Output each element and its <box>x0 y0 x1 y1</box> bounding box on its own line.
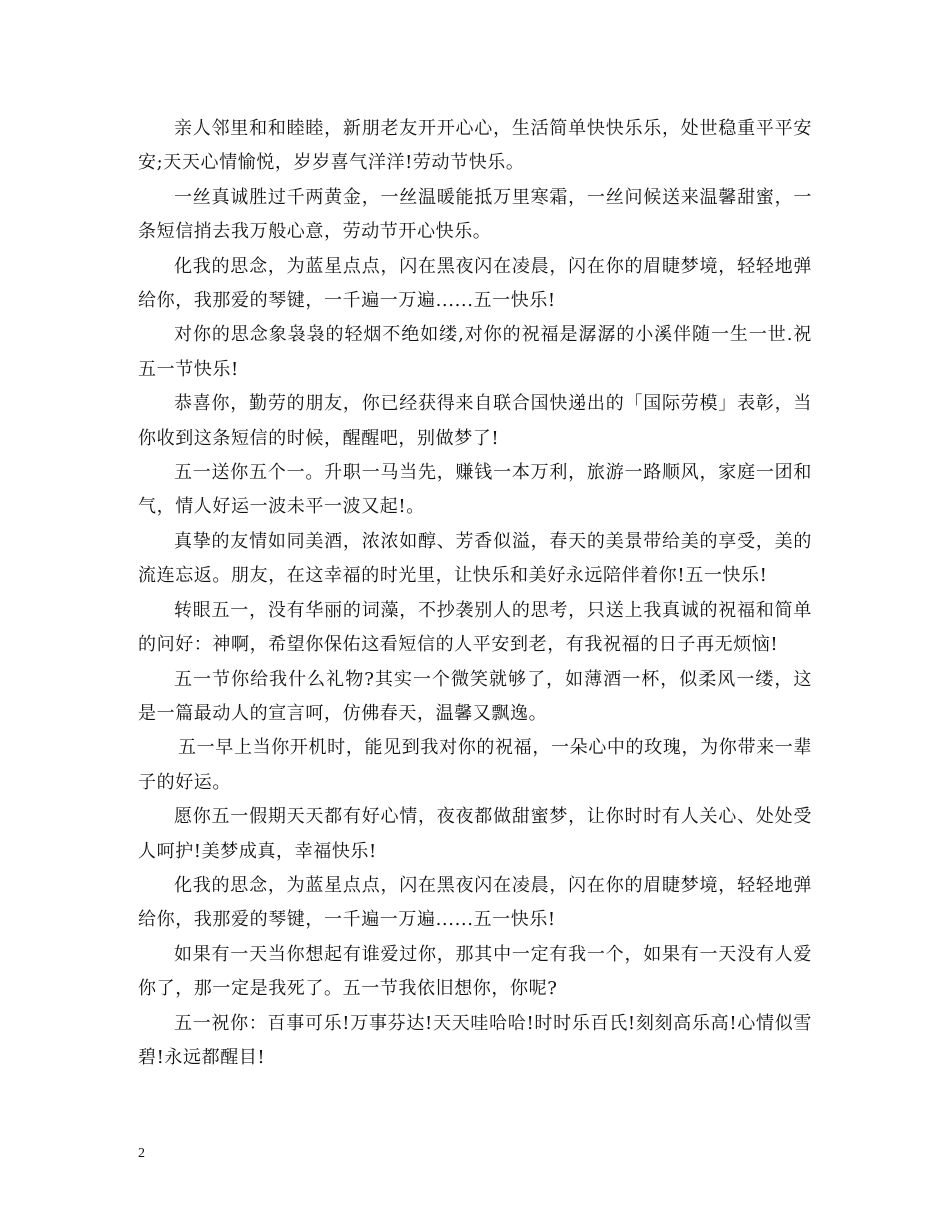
paragraph: 五一送你五个一。升职一马当先，赚钱一本万利，旅游一路顺风，家庭一团和气，情人好运一波未平一波又起!。 <box>138 462 812 518</box>
paragraph: 化我的思念，为蓝星点点，闪在黑夜闪在凌晨，闪在你的眉睫梦境，轻轻地弹给你，我那爱的琴键，一千遍一万遍......五一快乐! <box>138 874 812 931</box>
paragraph: 转眼五一，没有华丽的词藻，不抄袭别人的思考，只送上我真诚的祝福和简单的问好：神啊，希望你保佑这看短信的人平安到老，有我祝福的日子再无烦恼! <box>138 599 812 656</box>
paragraph: 一丝真诚胜过千两黄金，一丝温暖能抵万里寒霜，一丝问候送来温馨甜蜜，一条短信捎去我万般心意，劳动节开心快乐。 <box>138 186 812 243</box>
paragraph: 五一早上当你开机时，能见到我对你的祝福，一朵心中的玫瑰，为你带来一辈子的好运。 <box>138 737 812 793</box>
paragraph: 五一祝你：百事可乐!万事芬达!天天哇哈哈!时时乐百氏!刻刻高乐高!心情似雪碧!永远都醒目! <box>138 1012 812 1068</box>
page-number: 2 <box>138 1146 145 1161</box>
paragraph: 五一节你给我什么礼物?其实一个微笑就够了，如薄酒一杯，似柔风一缕，这是一篇最动人的宣言呵，仿佛春天，温馨又飘逸。 <box>138 668 812 724</box>
paragraph: 亲人邻里和和睦睦，新朋老友开开心心，生活简单快快乐乐，处世稳重平平安安;天天心情愉悦，岁岁喜气洋洋!劳动节快乐。 <box>138 118 812 174</box>
paragraph: 对你的思念象袅袅的轻烟不绝如缕,对你的祝福是潺潺的小溪伴随一生一世.祝五一节快乐! <box>138 324 812 380</box>
paragraph: 恭喜你，勤劳的朋友，你已经获得来自联合国快递出的「国际劳模」表彰，当你收到这条短信的时候，醒醒吧，别做梦了! <box>138 393 812 449</box>
document-body <box>138 112 812 1075</box>
paragraph: 化我的思念，为蓝星点点，闪在黑夜闪在凌晨，闪在你的眉睫梦境，轻轻地弹给你，我那爱的琴键，一千遍一万遍......五一快乐! <box>138 255 812 312</box>
paragraph: 如果有一天当你想起有谁爱过你，那其中一定有我一个，如果有一天没有人爱你了，那一定是我死了。五一节我依旧想你，你呢? <box>138 943 812 1000</box>
paragraph: 愿你五一假期天天都有好心情，夜夜都做甜蜜梦，让你时时有人关心、处处受人呵护!美梦成真，幸福快乐! <box>138 806 812 862</box>
paragraph: 真挚的友情如同美酒，浓浓如醇、芳香似溢，春天的美景带给美的享受，美的流连忘返。朋友，在这幸福的时光里，让快乐和美好永远陪伴着你!五一快乐! <box>138 530 812 587</box>
